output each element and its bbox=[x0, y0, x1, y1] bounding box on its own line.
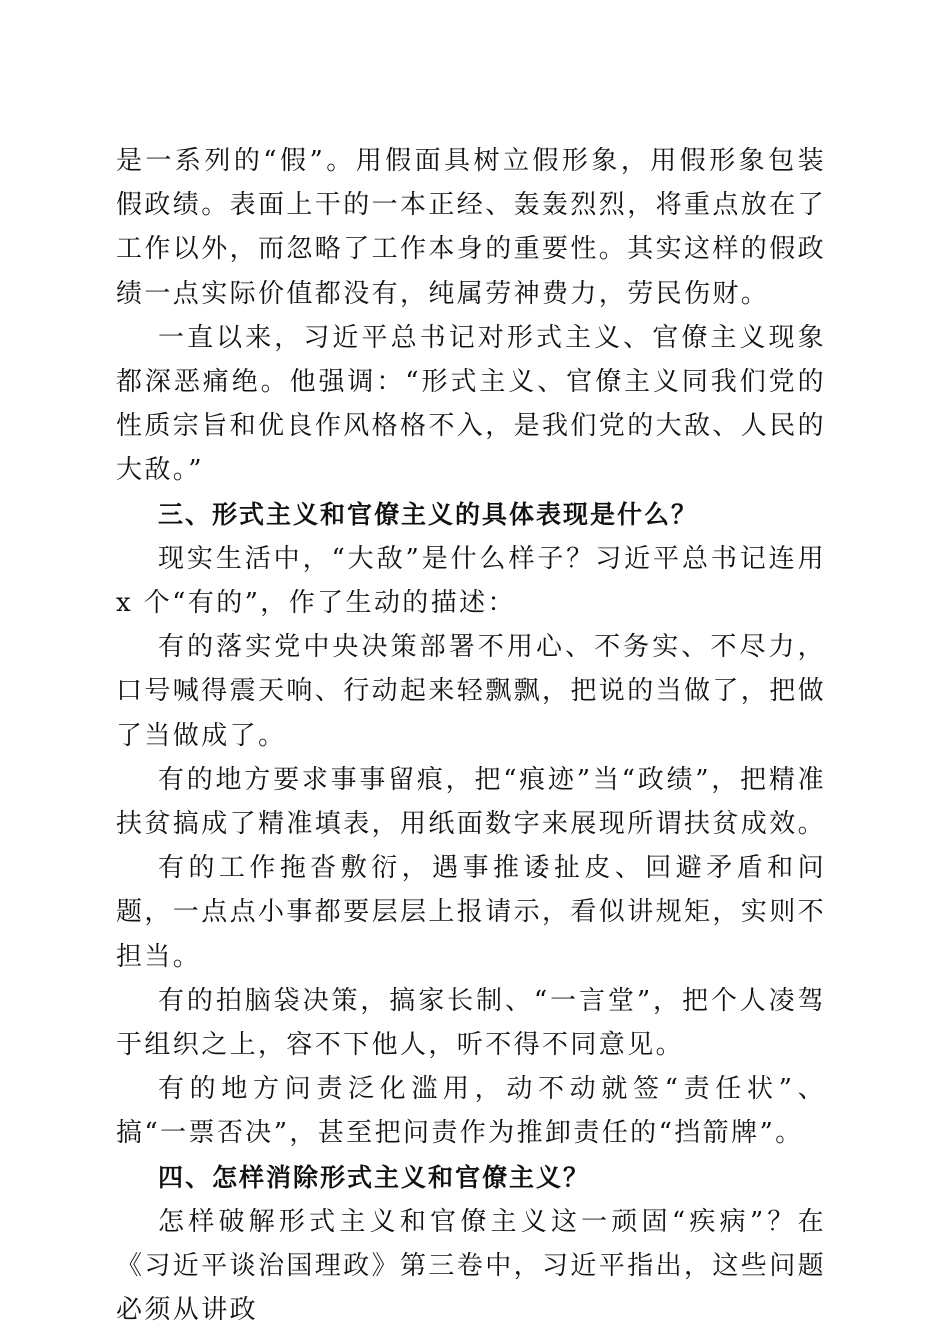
section-heading-4: 四、怎样消除形式主义和官僚主义？ bbox=[158, 1162, 591, 1192]
paragraph-opposition: 一直以来，习近平总书记对形式主义、官僚主义现象都深恶痛绝。他强调：“形式主义、官僚主义同我们党的性质宗旨和优良作风格格不入，是我们党的大敌、人民的大敌。” bbox=[116, 322, 827, 486]
paragraph-solution-intro: 怎样破解形式主义和官僚主义这一顽固“疾病”？在《习近平谈治国理政》第三卷中，习近平指出，这些问题必须从讲政 bbox=[116, 1206, 827, 1326]
paragraph-description-intro: 现实生活中，“大敌”是什么样子？习近平总书记连用 x 个“有的”，作了生动的描述： bbox=[116, 543, 826, 619]
paragraph-continuation: 是一系列的“假”。用假面具树立假形象，用假形象包装假政绩。表面上干的一本正经、轰轰烈烈，将重点放在了工作以外，而忽略了工作本身的重要性。其实这样的假政绩一点实际价值都没有，纯属劳神费力，劳民伤财。 bbox=[116, 146, 827, 309]
paragraph-example-4: 有的拍脑袋决策，搞家长制、“一言堂”，把个人凌驾于组织之上，容不下他人，听不得不同意见。 bbox=[116, 985, 826, 1061]
paragraph-example-3: 有的工作拖沓敷衍，遇事推诿扯皮、回避矛盾和问题，一点点小事都要层层上报请示，看似讲规矩，实则不担当。 bbox=[116, 853, 827, 972]
paragraph-example-2: 有的地方要求事事留痕，把“痕迹”当“政绩”，把精准扶贫搞成了精准填表，用纸面数字来展现所谓扶贫成效。 bbox=[116, 764, 827, 840]
paragraph-example-1: 有的落实党中央决策部署不用心、不务实、不尽力，口号喊得震天响、行动起来轻飘飘，把说的当做了，把做了当做成了。 bbox=[116, 632, 827, 751]
document-body bbox=[116, 139, 826, 1332]
paragraph-example-5: 有的地方问责泛化滥用，动不动就签“责任状”、搞“一票否决”，甚至把问责作为推卸责任的“挡箭牌”。 bbox=[116, 1074, 826, 1149]
section-heading-3: 三、形式主义和官僚主义的具体表现是什么？ bbox=[158, 499, 699, 529]
